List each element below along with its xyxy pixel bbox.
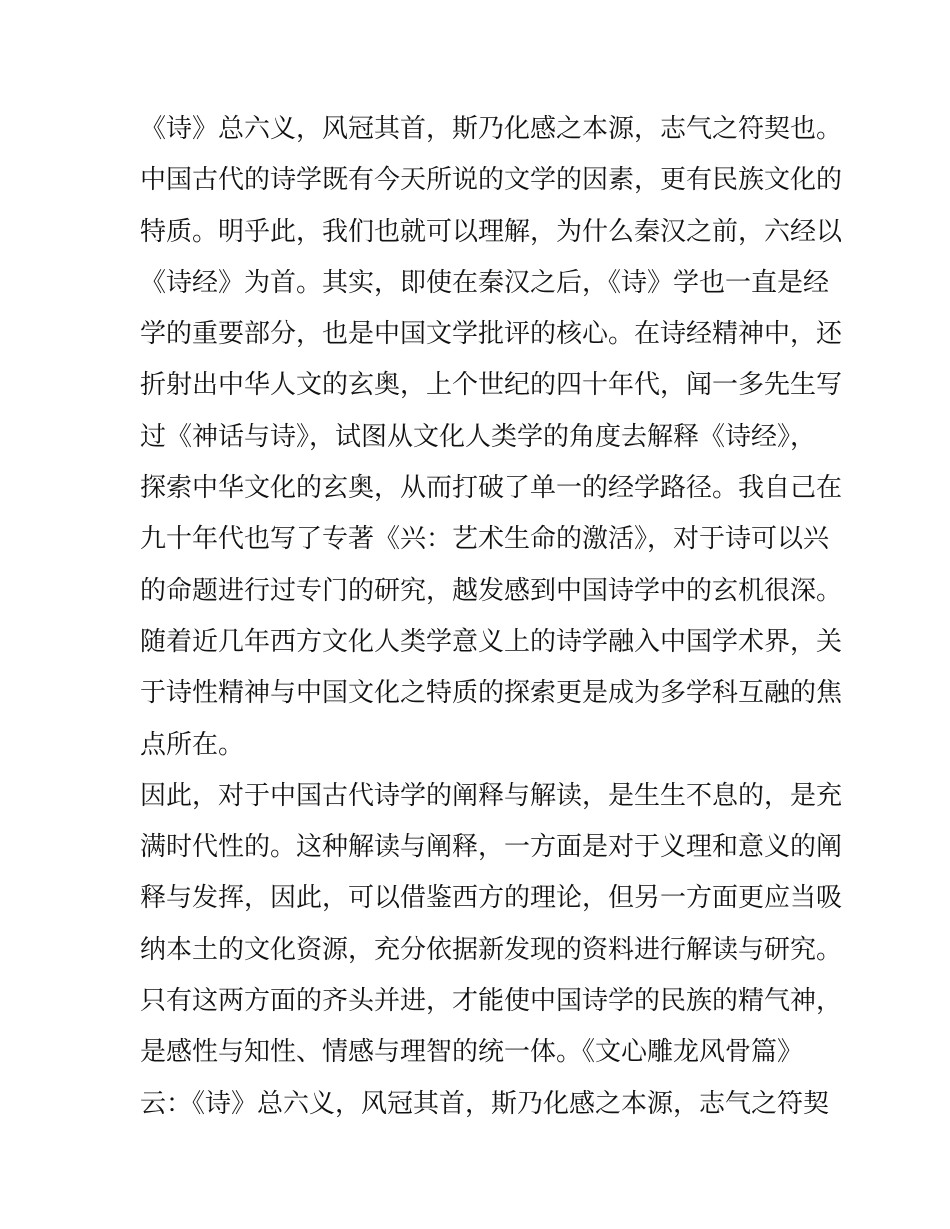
text-line-16: 释与发挥，因此，可以借鉴西方的理论，但另一方面更应当吸 [140,883,843,914]
text-line-19: 是感性与知性、情感与理智的统一体。《文心雕龙风骨篇》 [140,1037,804,1068]
text-line-7: 过《神话与诗》，试图从文化人类学的角度去解释《诗经》， [140,421,817,452]
text-line-10: 的命题进行过专门的研究，越发感到中国诗学中的玄机很深。 [140,575,843,606]
text-line-2: 中国古代的诗学既有今天所说的文学的因素，更有民族文化的 [140,165,843,196]
body-text [140,104,843,1130]
text-line-6: 折射出中华人文的玄奥，上个世纪的四十年代，闻一多先生写 [140,370,843,401]
text-line-5: 学的重要部分，也是中国文学批评的核心。在诗经精神中，还 [140,319,843,350]
text-line-17: 纳本土的文化资源，充分依据新发现的资料进行解读与研究。 [140,934,843,965]
text-line-14: 因此，对于中国古代诗学的阐释与解读，是生生不息的，是充 [140,780,843,811]
text-line-13: 点所在。 [140,729,245,760]
text-line-4: 《诗经》为首。其实，即使在秦汉之后，《诗》学也一直是经 [140,267,830,298]
text-line-15: 满时代性的。这种解读与阐释，一方面是对于义理和意义的阐 [140,832,843,863]
text-line-12: 于诗性精神与中国文化之特质的探索更是成为多学科互融的焦 [140,678,843,709]
text-line-9: 九十年代也写了专著《兴：艺术生命的激活》，对于诗可以兴 [140,524,830,555]
text-line-8: 探索中华文化的玄奥，从而打破了单一的经学路径。我自己在 [140,473,843,504]
text-line-11: 随着近几年西方文化人类学意义上的诗学融入中国学术界，关 [140,626,843,657]
text-line-18: 只有这两方面的齐头并进，才能使中国诗学的民族的精气神， [140,986,843,1017]
text-line-3: 特质。明乎此，我们也就可以理解，为什么秦汉之前，六经以 [140,216,843,247]
text-line-1: 《诗》总六义，风冠其首，斯乃化感之本源，志气之符契也。 [140,114,843,144]
text-line-20: 云：《诗》总六义，风冠其首，斯乃化感之本源，志气之符契 [140,1088,830,1119]
